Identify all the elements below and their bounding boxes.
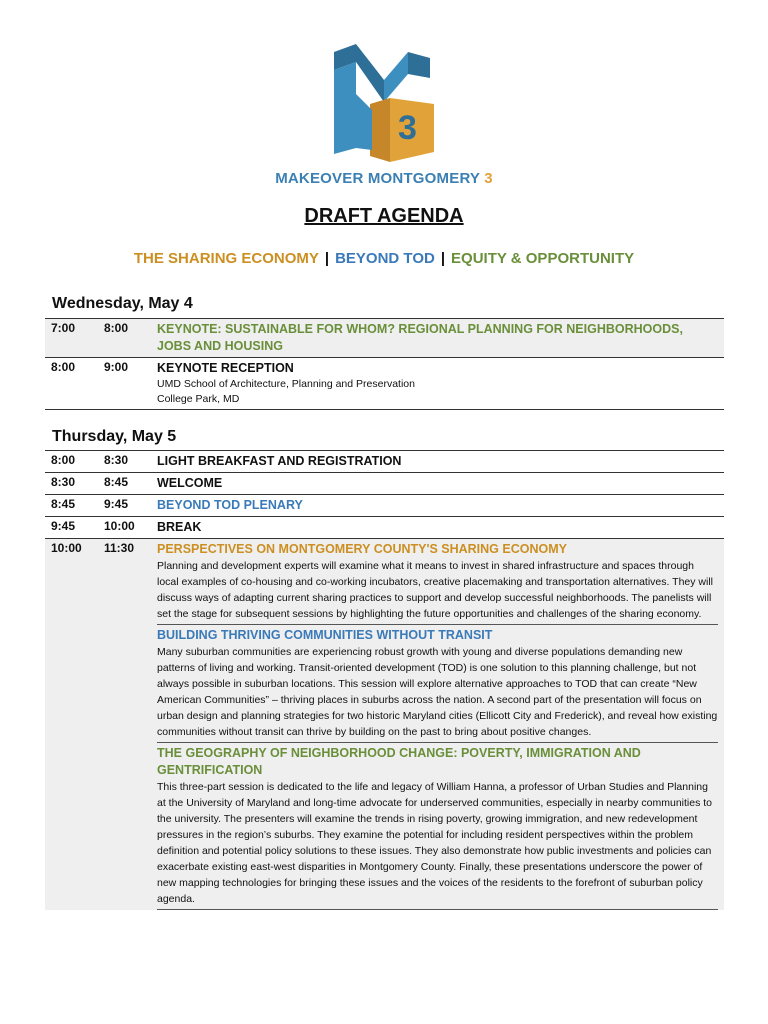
session-title: KEYNOTE RECEPTION [157,361,294,375]
end-time: 9:00 [98,358,151,410]
end-time: 10:00 [98,517,151,539]
session-description: Many suburban communities are experiencing robust growth with young and diverse populations demanding new patterns of living and working. Transit-oriented development (TOD) is one solution to this planning challenge, but not always possible in suburban locations. This session will explore alternative approaches to TOD that can create “New American Communities” – thriving places in suburbs across the nation. A second part of the presentation will focus on urban design and planning strategies for two historic Maryland cities (Ellicott City and Frederick), and reveal how existing communities without transit can thrive by building on the past to bring about positive changes. [157,646,718,738]
end-time: 9:45 [98,495,151,517]
start-time: 8:00 [45,451,98,473]
concurrent-session [157,743,718,910]
venue-line: UMD School of Architecture, Planning and Preservation [157,378,415,390]
end-time: 8:45 [98,473,151,495]
concurrent-session [157,541,718,625]
theme-beyond-tod: BEYOND TOD [335,250,435,267]
logo-wordmark: MAKEOVER MONTGOMERY 3 [275,170,493,187]
start-time: 8:30 [45,473,98,495]
session-title: BEYOND TOD PLENARY [157,498,303,512]
agenda-row [45,495,724,517]
agenda-row [45,539,724,911]
theme-bar [0,250,768,267]
session-title: PERSPECTIVES ON MONTGOMERY COUNTY'S SHARING ECONOMY [157,542,567,556]
day-heading-wednesday: Wednesday, May 4 [52,295,193,312]
start-time: 7:00 [45,319,98,358]
end-time: 11:30 [98,539,151,911]
session-description: Planning and development experts will examine what it means to invest in shared infrastructure and spaces through local examples of co-housing and co-working incubators, creative placemaking and transportation alternatives. They will discuss ways of adapting current sharing practices to support and develop successful neighborhoods. The panelists will set the stage for subsequent sessions by highlighting the future opportunities and challenges of the sharing economy. [157,560,714,620]
session-title: THE GEOGRAPHY OF NEIGHBORHOOD CHANGE: POVERTY, IMMIGRATION AND GENTRIFICATION [157,746,641,777]
session-title: WELCOME [157,476,223,490]
start-time: 8:00 [45,358,98,410]
concurrent-session [157,625,718,743]
start-time: 10:00 [45,539,98,911]
session-title: BUILDING THRIVING COMMUNITIES WITHOUT TRANSIT [157,628,493,642]
end-time: 8:30 [98,451,151,473]
agenda-row [45,473,724,495]
theme-equity: EQUITY & OPPORTUNITY [451,250,635,267]
session-title: KEYNOTE: SUSTAINABLE FOR WHOM? REGIONAL PLANNING FOR NEIGHBORHOODS, JOBS AND HOUSING [157,322,683,353]
agenda-row [45,319,724,358]
m3-logo [330,44,438,162]
agenda-row [45,517,724,539]
agenda-table-thursday [45,450,724,910]
venue-line: College Park, MD [157,393,240,405]
agenda-table-wednesday [45,318,724,410]
agenda-row [45,358,724,410]
day-heading-thursday: Thursday, May 5 [52,428,177,445]
page-title: DRAFT AGENDA [304,205,464,227]
end-time: 8:00 [98,319,151,358]
start-time: 8:45 [45,495,98,517]
svg-text:3: 3 [398,109,417,147]
theme-separator: | [440,250,446,267]
session-description: This three-part session is dedicated to the life and legacy of William Hanna, a professor of Urban Studies and Planning at the University of Maryland and long-time advocate for underserved communities, especially in nearby communities to the university. The presenters will examine the trends in rising poverty, growing immigration, and new redevelopment pressures in the region’s suburbs. They examine the potential for including resident perspectives within the problem definition and potential policy solutions to these issues. They also demonstrate how public investments and policies can exacerbate existing east-west disparities in Montgomery County. Finally, these presentations underscore the power of new mapping technologies for bringing these issues and the voices of the residents to the forefront of suburban policy agenda. [157,781,713,905]
session-title: BREAK [157,520,202,534]
start-time: 9:45 [45,517,98,539]
session-title: LIGHT BREAKFAST AND REGISTRATION [157,454,402,468]
agenda-row [45,451,724,473]
theme-sharing-economy: THE SHARING ECONOMY [133,250,319,267]
theme-separator: | [324,250,330,267]
